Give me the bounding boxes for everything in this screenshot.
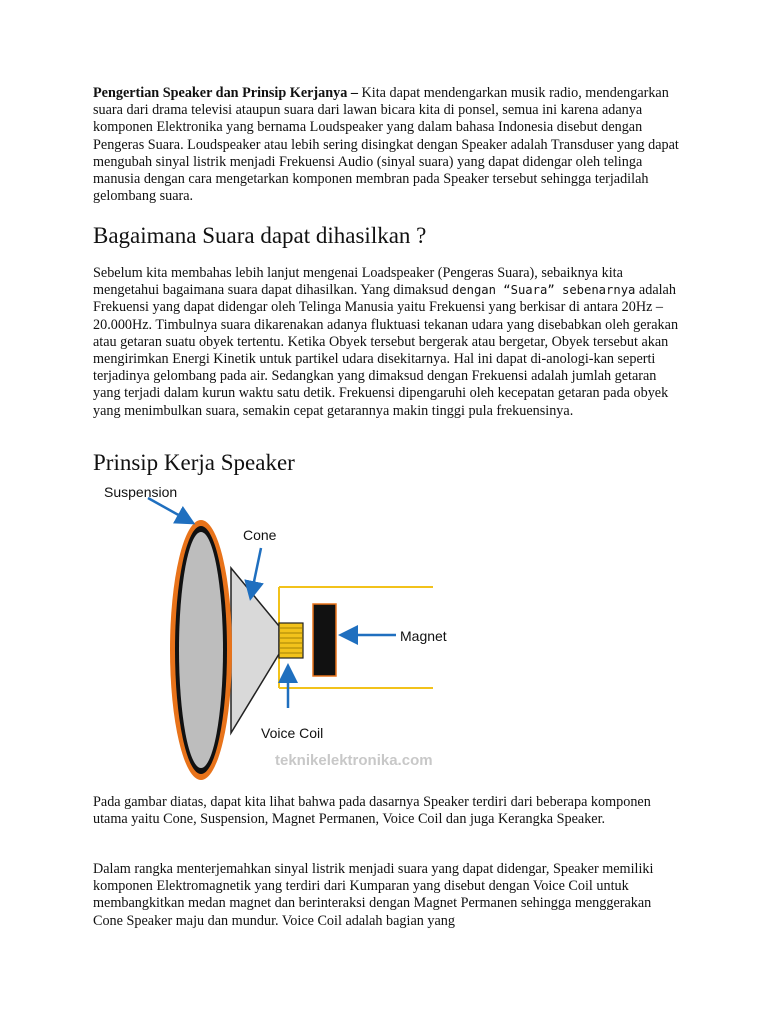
cone-arrow	[251, 548, 261, 596]
speaker-diagram	[93, 478, 447, 778]
label-voice-coil: Voice Coil	[261, 725, 324, 741]
label-suspension: Suspension	[104, 484, 178, 500]
suara-text-mono: dengan “Suara” sebenarnya	[451, 283, 636, 298]
figure-caption-paragraph: Pada gambar diatas, dapat kita lihat bahwa pada dasarnya Speaker terdiri dari beberapa komponen utama yaitu Cone, Suspension, Magnet Permanen, Voice Coil dan juga Kerangka Speaker.	[93, 794, 651, 828]
speaker-cone-face	[179, 532, 223, 768]
speaker-cone	[231, 568, 279, 733]
label-cone: Cone	[243, 527, 277, 543]
voice-coil-paragraph: Dalam rangka menterjemahkan sinyal listrik menjadi suara yang dapat didengar, Speaker memiliki komponen Elektromagnetik yang terdiri dari Kumparan yang disebut dengan Voice Coil untuk membangkitkan medan magnet dan berinteraksi dengan Magnet Permanen sehingga menggerakan Cone Speaker maju dan mundur. Voice Coil adalah bagian yang	[93, 861, 654, 929]
label-magnet: Magnet	[400, 628, 447, 644]
intro-text: Kita dapat mendengarkan musik radio, mendengarkan suara dari drama televisi ataupun suara dari lawan bicara kita di ponsel, semua ini karena adanya komponen Elektronika yang bernama Loudspeaker yang dalam bahasa Indonesia disebut dengan Pengeras Suara. Loudspeaker atau lebih sering disingkat dengan Speaker adalah Transduser yang dapat mengubah sinyal listrik menjadi Frekuensi Audio (sinyal suara) yang dapat didengar oleh telinga manusia dengan cara mengetarkan komponen membran pada Speaker tersebut sehingga terjadilah gelombang suara.	[93, 85, 679, 205]
section-heading-prinsip-kerja: Prinsip Kerja Speaker	[93, 450, 295, 475]
intro-lead-bold: Pengertian Speaker dan Prinsip Kerjanya –	[93, 85, 358, 101]
watermark: teknikelektronika.com	[275, 752, 433, 769]
magnet-shape	[313, 604, 336, 676]
section-suara-paragraph	[93, 265, 683, 420]
suspension-arrow	[148, 498, 191, 522]
suara-text-a: Sebelum kita membahas lebih lanjut mengenai Loadspeaker (Pengeras Suara), sebaiknya kita mengetahui bagaimana suara dapat dihasilkan. Yang dimaksud	[93, 265, 623, 299]
intro-paragraph	[93, 85, 683, 205]
section-heading-suara: Bagaimana Suara dapat dihasilkan ?	[93, 223, 427, 248]
suara-text-b: adalah Frekuensi yang dapat didengar oleh Telinga Manusia yaitu Frekuensi yang berkisar di antara 20Hz – 20.000Hz. Timbulnya suara dikarenakan adanya fluktuasi tekanan udara yang disebabkan oleh gerakan atau getaran suatu obyek tertentu. Ketika Obyek tersebut bergerak atau bergetar, Obyek tersebut akan mengirimkan Energi Kinetik untuk partikel udara disekitarnya. Hal ini dapat di-anologi-kan seperti terjadinya gelombang pada air. Sedangkan yang dimaksud dengan Frekuensi adalah jumlah getaran yang terjadi dalam kurun waktu satu detik. Frekuensi dipengaruhi oleh kecepatan getaran pada obyek yang menimbulkan suara, semakin cepat getarannya makin tinggi pula frekuensinya.	[93, 282, 679, 419]
voice-coil-shape	[279, 623, 303, 658]
